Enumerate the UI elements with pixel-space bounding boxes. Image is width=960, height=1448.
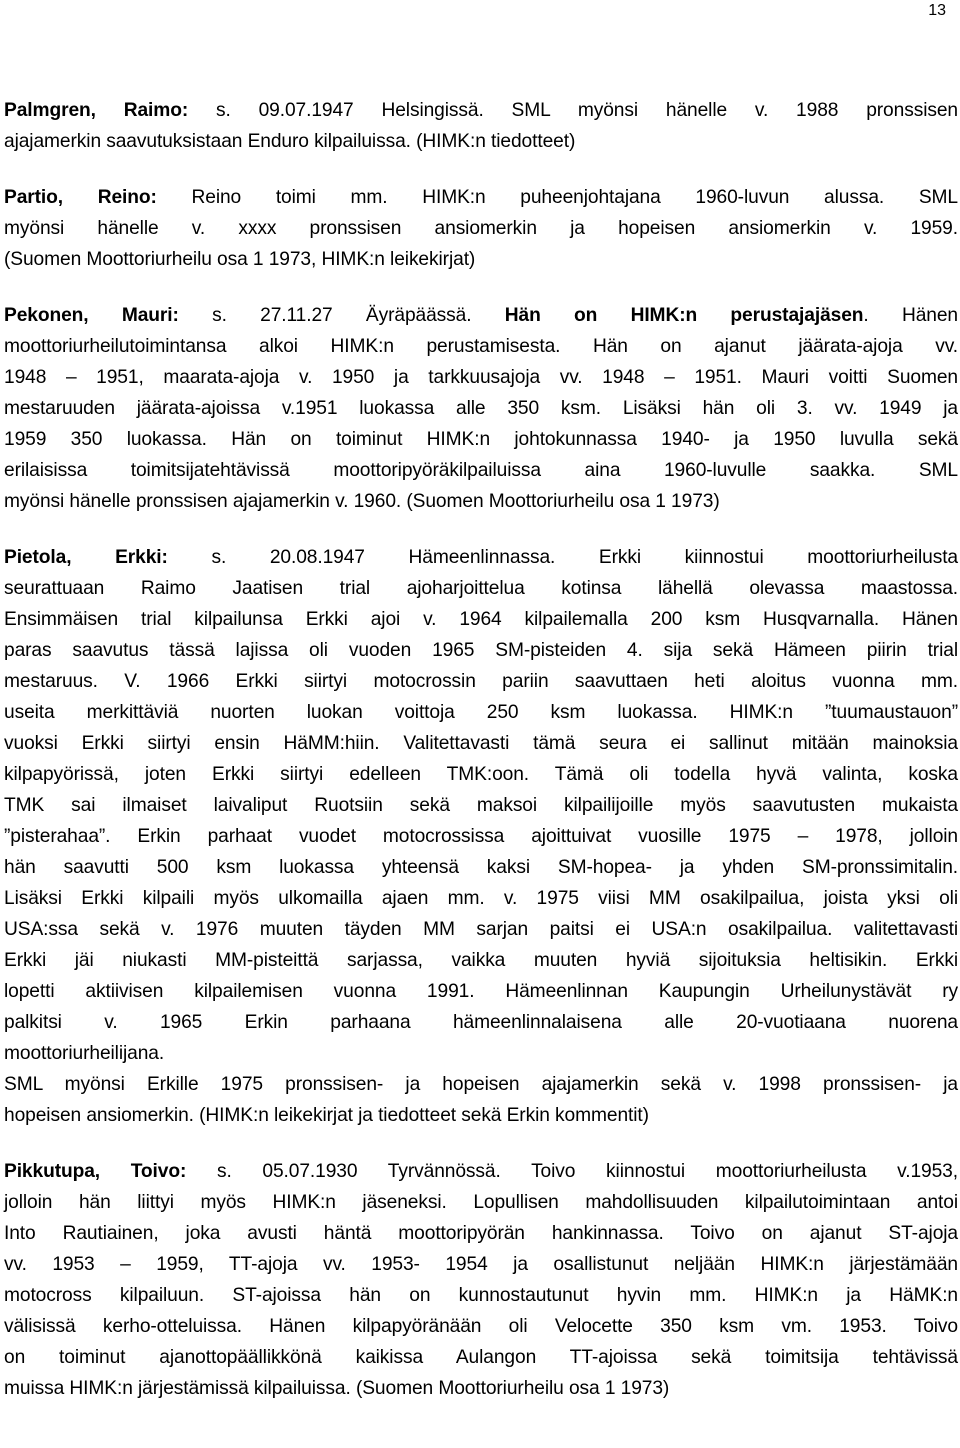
text-segment: Lisäksi Erkki kilpaili myös ulkomailla ajaen mm. v. 1975 viisi MM osakilpailua, joista yksi oli [4,888,958,909]
text-segment: s. 05.07.1930 Tyrvännössä. Toivo kiinnostui moottoriurheilusta v.1953, [186,1161,958,1182]
text-segment: moottoriurheilijana. [4,1043,165,1064]
text-line [4,424,958,455]
text-segment: s. 20.08.1947 Hämeenlinnassa. Erkki kiinnostui moottoriurheilusta [167,547,958,568]
text-line [4,604,958,635]
text-line [4,1342,958,1373]
text-line [4,542,958,573]
text-segment: välisissä kerho-otteluissa. Hänen kilpapyöränään oli Velocette 350 ksm vm. 1953. Toivo [4,1316,958,1337]
text-line [4,213,958,244]
text-line [4,95,958,126]
text-line [4,486,958,517]
text-segment: hän saavutti 500 ksm luokassa yhteensä kaksi SM-hopea- ja yhden SM-pronssimitalin. [4,857,958,878]
text-segment: s. 27.11.27 Äyräpäässä. [178,305,505,326]
text-line [4,697,958,728]
text-line [4,1007,958,1038]
person-name: Pekonen, Mauri: [4,305,179,326]
text-segment: palkitsi v. 1965 Erkin parhaana hämeenlinnalaisena alle 20-vuotiaana nuorena [4,1012,958,1033]
text-segment: motocross kilpailuun. ST-ajoissa hän on kunnostautunut hyvin mm. HIMK:n ja HäMK:n [4,1285,958,1306]
text-line [4,1100,958,1131]
text-line [4,728,958,759]
page-number: 13 [928,2,946,19]
text-segment: Into Rautiainen, joka avusti häntä moottoripyörän hankinnassa. Toivo on ajanut ST-ajoja [4,1223,958,1244]
text-segment: s. 09.07.1947 Helsingissä. SML myönsi hänelle v. 1988 pronssisen [188,100,958,121]
text-line [4,1187,958,1218]
text-line [4,300,958,331]
text-line [4,182,958,213]
text-segment: erilaisissa toimitsijatehtävissä moottoripyöräkilpailuissa aina 1960-luvulle saakka. SML [4,460,958,481]
text-segment: jolloin hän liittyi myös HIMK:n jäseneksi. Lopullisen mahdollisuuden kilpailutoimintaan antoi [4,1192,958,1213]
emphasis-text: Hän on HIMK:n perustajajäsen [504,305,864,326]
text-line [4,362,958,393]
text-line [4,790,958,821]
text-line [4,331,958,362]
text-line [4,1311,958,1342]
text-segment: 1959 350 luokassa. Hän on toiminut HIMK:n johtokunnassa 1940- ja 1950 luvulla sekä [4,429,958,450]
text-segment: moottoriurheilutoimintansa alkoi HIMK:n perustamisesta. Hän on ajanut jäärata-ajoja vv. [4,336,958,357]
text-line [4,393,958,424]
text-segment: lopetti aktiivisen kilpailemisen vuonna 1991. Hämeenlinnan Kaupungin Urheilunystävät ry [4,981,958,1002]
text-line [4,883,958,914]
text-segment: myönsi hänelle v. xxxx pronssisen ansiomerkin ja hopeisen ansiomerkin v. 1959. [4,218,958,239]
text-segment: ”pisterahaa”. Erkin parhaat vuodet motocrossissa ajoittuivat vuosille 1975 – 1978, jolloin [4,826,958,847]
text-line [4,666,958,697]
text-segment: (Suomen Moottoriurheilu osa 1 1973, HIMK:n leikekirjat) [4,249,476,270]
text-segment: paras saavutus tässä lajissa oli vuoden 1965 SM-pisteiden 4. sija sekä Hämeen piirin trial [4,640,958,661]
text-line [4,1069,958,1100]
text-segment: vuoksi Erkki siirtyi ensin HäMM:hiin. Valitettavasti tämä seura ei sallinut mitään mainoksia [4,733,958,754]
text-line [4,1249,958,1280]
text-segment: mestaruuden jäärata-ajoissa v.1951 luokassa alle 350 ksm. Lisäksi hän oli 3. vv. 1949 ja [4,398,958,419]
text-line [4,945,958,976]
text-line [4,635,958,666]
text-line [4,1373,958,1404]
biography-entry [4,1156,958,1404]
text-segment: . Hänen [863,305,958,326]
text-segment: 1948 – 1951, maarata-ajoja v. 1950 ja tarkkuusajoja vv. 1948 – 1951. Mauri voitti Suomen [4,367,958,388]
text-segment: seurattuaan Raimo Jaatisen trial ajoharjoittelua kotinsa lähellä olevassa maastossa. [4,578,958,599]
text-segment: ajajamerkin saavutuksistaan Enduro kilpailuissa. (HIMK:n tiedotteet) [4,131,576,152]
text-segment: useita merkittäviä nuorten luokan voittoja 250 ksm luokassa. HIMK:n ”tuumaustauon” [4,702,958,723]
biography-entry [4,300,958,517]
biography-entry [4,542,958,1131]
text-line [4,852,958,883]
text-segment: Erkki jäi niukasti MM-pisteittä sarjassa, vaikka muuten hyviä sijoituksia heltisikin. Erkki [4,950,958,971]
biography-entry [4,182,958,275]
text-segment: Ensimmäisen trial kilpailunsa Erkki ajoi v. 1964 kilpailemalla 200 ksm Husqvarnalla. Hänen [4,609,958,630]
document-body [4,95,958,1429]
text-segment: vv. 1953 – 1959, TT-ajoja vv. 1953- 1954 ja osallistunut neljään HIMK:n järjestämään [4,1254,958,1275]
text-segment: USA:ssa sekä v. 1976 muuten täyden MM sarjan paitsi ei USA:n osakilpailua. valitettavasti [4,919,958,940]
text-line [4,759,958,790]
person-name: Partio, Reino: [4,187,157,208]
text-segment: TMK sai ilmaiset laivaliput Ruotsiin sekä maksoi kilpailijoille myös saavutusten mukaista [4,795,958,816]
text-line [4,573,958,604]
person-name: Palmgren, Raimo: [4,100,189,121]
text-segment: muissa HIMK:n järjestämissä kilpailuissa. (Suomen Moottoriurheilu osa 1 1973) [4,1378,670,1399]
biography-entry [4,95,958,157]
text-segment: myönsi hänelle pronssisen ajajamerkin v. 1960. (Suomen Moottoriurheilu osa 1 1973) [4,491,720,512]
text-line [4,914,958,945]
text-line [4,821,958,852]
text-line [4,455,958,486]
text-line [4,126,958,157]
text-segment: hopeisen ansiomerkin. (HIMK:n leikekirjat ja tiedotteet sekä Erkin kommentit) [4,1105,649,1126]
text-line [4,1280,958,1311]
text-line [4,1218,958,1249]
text-segment: mestaruus. V. 1966 Erkki siirtyi motocrossin pariin saavuttaen heti aloitus vuonna mm. [4,671,958,692]
text-line [4,1156,958,1187]
text-segment: Reino toimi mm. HIMK:n puheenjohtajana 1960-luvun alussa. SML [156,187,958,208]
person-name: Pietola, Erkki: [4,547,168,568]
text-segment: SML myönsi Erkille 1975 pronssisen- ja hopeisen ajajamerkin sekä v. 1998 pronssisen- ja [4,1074,958,1095]
text-line [4,976,958,1007]
text-line [4,1038,958,1069]
text-line [4,244,958,275]
text-segment: kilpapyörissä, joten Erkki siirtyi edelleen TMK:oon. Tämä oli todella hyvä valinta, koska [4,764,958,785]
person-name: Pikkutupa, Toivo: [4,1161,187,1182]
text-segment: on toiminut ajanottopäällikkönä kaikissa Aulangon TT-ajoissa sekä toimitsija tehtävissä [4,1347,958,1368]
